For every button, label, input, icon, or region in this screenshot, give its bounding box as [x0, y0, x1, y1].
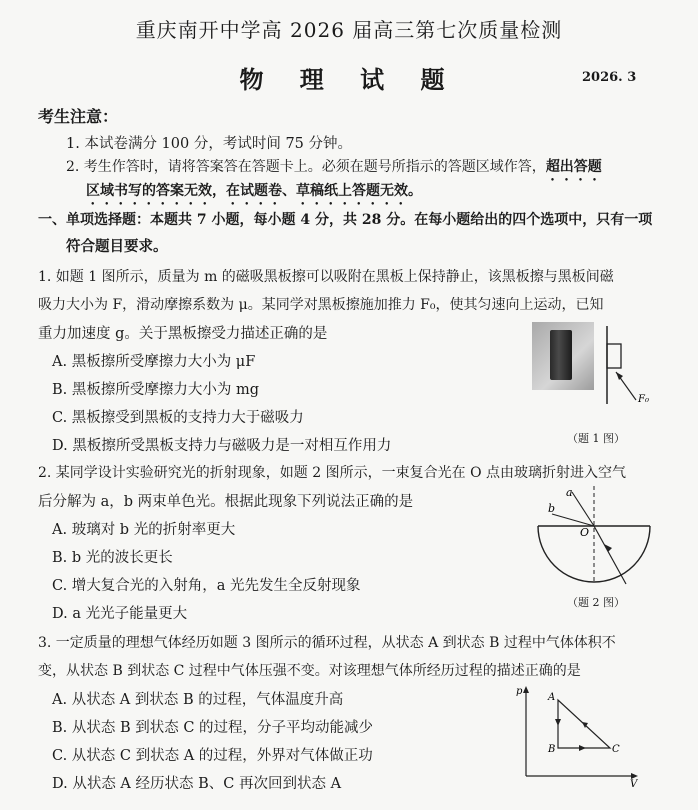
q1-caption: （题 1 图）: [567, 432, 625, 445]
eraser-block: [550, 330, 572, 380]
p-axis-arrow: [523, 686, 529, 693]
q1-stem-line3: 重力加速度 g。关于黑板擦受力描述正确的是: [38, 326, 328, 342]
section-1-heading: 一、单项选择题：本题共 7 小题，每小题 4 分，共 28 分。在每小题给出的四个选项中，只有一项: [38, 212, 653, 228]
eraser-rect: [607, 344, 621, 368]
incident-beam: [594, 526, 626, 584]
p-axis-label: p: [516, 686, 523, 697]
v-axis-label: V: [630, 779, 638, 788]
state-b-label: B: [548, 744, 556, 755]
bc-arrow: [579, 745, 586, 751]
q1-option-a: A. 黑板擦所受摩擦力大小为 μF: [52, 354, 256, 370]
q1-option-c: C. 黑板擦受到黑板的支持力大于磁吸力: [52, 410, 304, 426]
subject-title: 物 理 试 题: [239, 65, 459, 94]
eraser-photo: [532, 322, 594, 390]
notice-item-1: 1. 本试卷满分 100 分，考试时间 75 分钟。: [66, 136, 353, 152]
q3-option-a: A. 从状态 A 到状态 B 的过程，气体温度升高: [52, 692, 344, 708]
q2-stem-line2: 后分解为 a，b 两束单色光。根据此现象下列说法正确的是: [38, 494, 414, 510]
q1-stem-line1: 1. 如题 1 图所示，质量为 m 的磁吸黑板擦可以吸附在黑板上保持静止，该黑板擦与黑板间磁: [38, 269, 614, 285]
q3-stem-line1: 3. 一定质量的理想气体经历如题 3 图所示的循环过程，从状态 A 到状态 B 过程中气体体积不: [38, 635, 616, 651]
label-b: b: [548, 502, 556, 515]
state-c-label: C: [612, 744, 620, 755]
q1-option-b: B. 黑板擦所受摩擦力大小为 mg: [52, 382, 260, 398]
q2-option-d: D. a 光光子能量更大: [52, 606, 188, 622]
q2-stem-line1: 2. 某同学设计实验研究光的折射现象，如题 2 图所示，一束复合光在 O 点由玻璃折射进入空气: [38, 465, 626, 481]
q2-caption: （题 2 图）: [567, 596, 625, 609]
push-force-label: F₀: [638, 394, 649, 405]
q3-pv-diagram: [512, 684, 642, 788]
q1-stem-line2: 吸力大小为 F，滑动摩擦系数为 μ。某同学对黑板擦施加推力 F₀，使其匀速向上运动，已知: [38, 297, 604, 313]
notice-item-2: 2. 考生作答时，请将答案答在答题卡上。必须在题号所指示的答题区域作答，超出答题: [66, 159, 602, 175]
q1-figure: [532, 322, 662, 412]
notice-title: 考生注意：: [38, 107, 119, 126]
notice-item-2-emphasis: 区域书写的答案无效，在试题卷、草稿纸上答题无效。: [86, 183, 422, 199]
q3-option-c: C. 从状态 C 到状态 A 的过程，外界对气体做正功: [52, 748, 373, 764]
school-title: 重庆南开中学高 2026 届高三第七次质量检测: [135, 18, 563, 42]
push-force-arrowhead: [616, 372, 623, 380]
state-a-label: A: [548, 692, 556, 703]
q3-stem-line2: 变，从状态 B 到状态 C 过程中气体压强不变。对该理想气体所经历过程的描述正确的是: [38, 663, 581, 679]
q1-option-d: D. 黑板擦所受黑板支持力与磁吸力是一对相互作用力: [52, 438, 392, 454]
section-1-heading-cont: 符合题目要求。: [66, 238, 168, 255]
exam-date: 2026. 3: [582, 70, 637, 85]
q3-option-d: D. 从状态 A 经历状态 B、C 再次回到状态 A: [52, 776, 342, 792]
label-a: a: [566, 486, 573, 499]
ab-arrow: [555, 719, 561, 726]
q3-option-b: B. 从状态 B 到状态 C 的过程，分子平均动能减少: [52, 720, 374, 736]
q2-option-a: A. 玻璃对 b 光的折射率更大: [52, 522, 236, 538]
q2-option-c: C. 增大复合光的入射角，a 光先发生全反射现象: [52, 578, 361, 594]
q1-force-diagram: [602, 322, 660, 412]
q2-figure: [528, 484, 658, 594]
label-o: O: [580, 526, 590, 539]
q2-option-b: B. b 光的波长更长: [52, 550, 173, 566]
incident-arrowhead: [604, 544, 612, 552]
